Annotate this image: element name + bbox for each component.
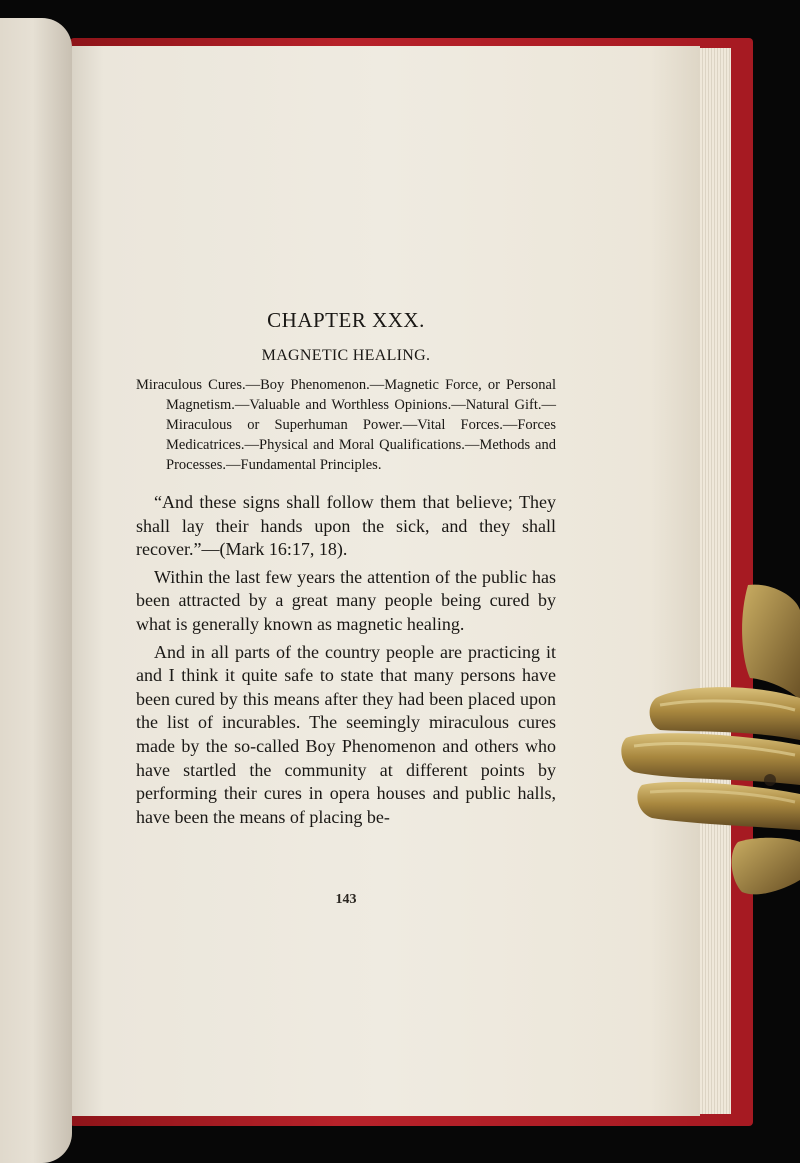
chapter-title: MAGNETIC HEALING. (261, 347, 431, 364)
paragraph: Within the last few years the attention of the public has been attracted by a great many people being cured by what is generally known as magnetic healing. (136, 566, 556, 634)
chapter-synopsis: Miraculous Cures.—Boy Phenomenon.—Magnetic Force, or Personal Magnetism.—Valuable and Worthless Opinions.—Natural Gift.—Miraculous or Superhuman Power.—Vital Forces.—Forces Medicatrices.—Physical and Moral Qualifications.—Methods and Processes.—Fundamental Principles. (136, 377, 556, 473)
paragraph: And in all parts of the country people are practicing it and I think it quite safe to state that many persons have been cured by this means after they had been placed upon the list of incurables. The seemingly miraculous cures made by the so-called Boy Phenomenon and others who have startled the community at different points by performing their cures in opera houses and public halls, have been the means of placing be- (136, 641, 556, 827)
page-number: 143 (335, 892, 357, 907)
chapter-heading: CHAPTER XXX. (267, 308, 425, 332)
page-text (136, 300, 556, 829)
paragraph: “And these signs shall follow them that believe; They shall lay their hands upon the sick, and they shall recover.”—(Mark 16:17, 18). (136, 492, 556, 560)
left-page (0, 18, 72, 1163)
brass-hand-bookstand (620, 580, 800, 920)
